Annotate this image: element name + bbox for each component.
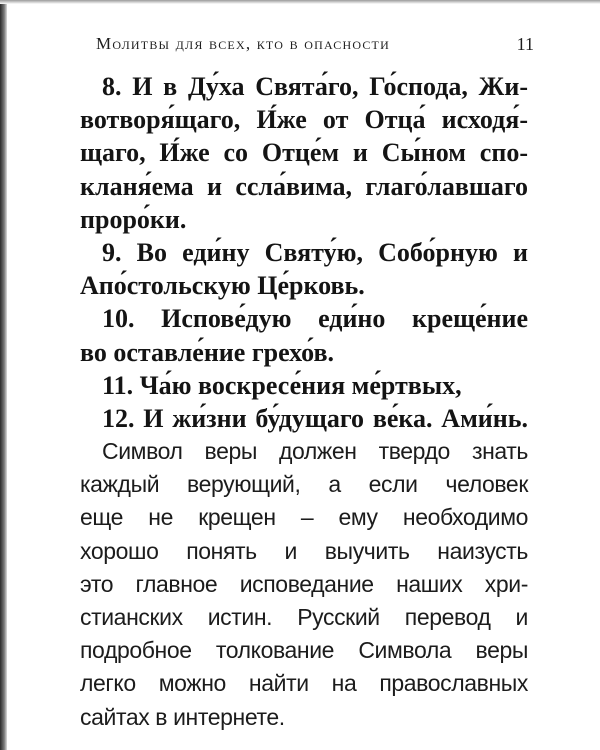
text-line: Символ веры должен твердо знать	[102, 438, 528, 465]
text-line: 8. И в Ду́ха Свята́го, Го́спода, Жи-	[102, 72, 528, 101]
page-top-edge	[0, 0, 600, 4]
text-line: Апо́стольскую Це́рковь.	[80, 271, 365, 301]
running-header-title: Молитвы для всех, кто в опасности	[96, 34, 390, 53]
page-number: 11	[516, 34, 534, 54]
text-line: проро́ки.	[80, 204, 187, 234]
text-line: легко можно найти на православных	[80, 670, 528, 697]
text-line: сайтах в интернете.	[80, 703, 285, 730]
text-line: 12. И жи́зни бу́дущаго ве́ка. Ами́нь.	[102, 403, 528, 433]
text-line: стианских истин. Русский перевод и	[80, 604, 528, 630]
page-edge-shadow	[0, 0, 7, 750]
text-line: это главное исповедание наших хри-	[80, 570, 528, 597]
text-line: каждый верующий, а если человек	[80, 471, 528, 498]
text-line: хорошо понять и выучить наизусть	[80, 537, 528, 564]
text-line: подробное толкование Символа веры	[80, 637, 528, 664]
running-header	[96, 34, 534, 58]
text-line: 11. Ча́ю воскресе́ния ме́ртвых,	[102, 370, 462, 400]
text-line: вотворя́щаго, И́же от Отца́ исходя́-	[80, 105, 528, 135]
text-line: во оставле́ние грехо́в.	[80, 337, 335, 367]
text-line: еще не крещен – ему необходимо	[80, 504, 528, 531]
text-line: кланя́ема и ссла́вима, глаго́лавшаго	[80, 171, 528, 201]
text-line: 9. Во еди́ну Святу́ю, Собо́рную и	[102, 237, 528, 267]
text-line: щаго, И́же со Отце́м и Сы́ном спо-	[80, 138, 528, 168]
text-line: 10. Испове́дую еди́но креще́ние	[102, 304, 528, 334]
page-body	[80, 70, 528, 734]
